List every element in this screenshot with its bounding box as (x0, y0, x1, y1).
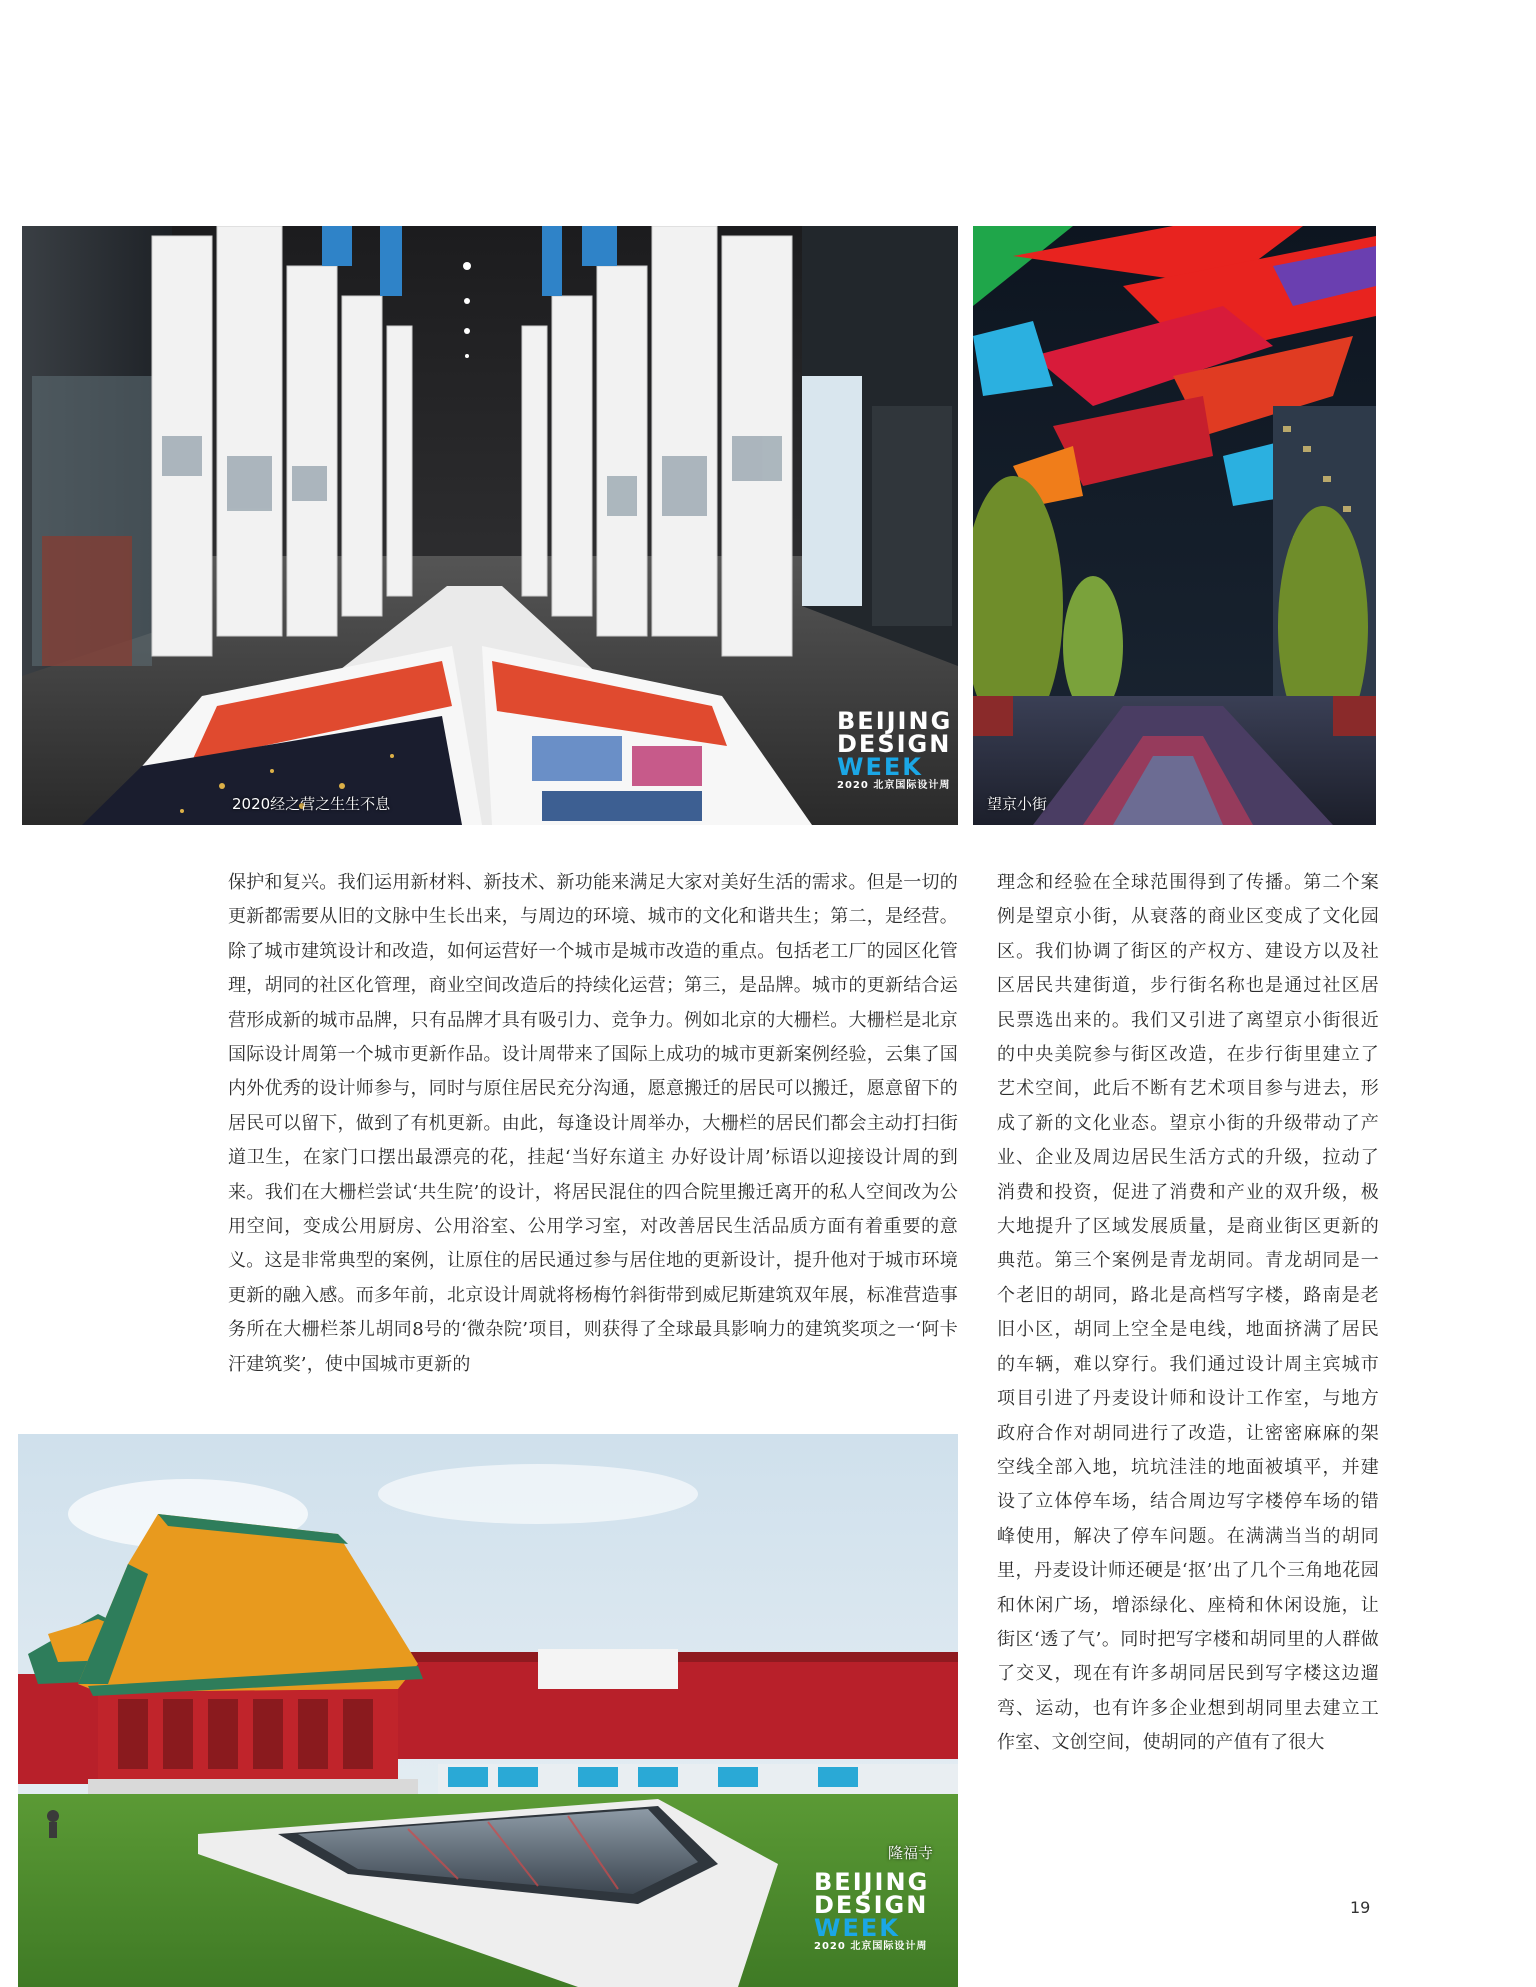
logo-line-design: DESIGN (814, 1890, 929, 1919)
exhibition-hall-illustration (22, 226, 958, 825)
exhibition-caption: 2020经之营之生生不息 (232, 795, 391, 813)
exhibition-photo (22, 226, 958, 825)
logo-line-week: WEEK (814, 1913, 900, 1942)
logo-subtitle: 2020 北京国际设计周 (814, 1941, 928, 1953)
logo-line-beijing: BEIJING (837, 707, 953, 735)
beijing-design-week-logo (837, 707, 953, 792)
street-caption: 望京小街 (987, 795, 1048, 813)
beijing-design-week-logo-temple (814, 1868, 930, 1953)
street-photo (973, 226, 1376, 825)
left-column-paragraph: 保护和复兴。我们运用新材料、新技术、新功能来满足大家对美好生活的需求。但是一切的更新都需要从旧的文脉中生长出来，与周边的环境、城市的文化和谐共生；第二，是经营。除了城市建筑设计和改造，如何运营好一个城市是城市改造的重点。包括老工厂的园区化管理，胡同的社区化管理，商业空间改造后的持续化运营；第三，是品牌。城市的更新结合运营形成新的城市品牌，只有品牌才具有吸引力、竞争力。例如北京的大栅栏。大栅栏是北京国际设计周第一个城市更新作品。设计周带来了国际上成功的城市更新案例经验，云集了国内外优秀的设计师参与，同时与原住居民充分沟通，愿意搬迁的居民可以搬迁，愿意留下的居民可以留下，做到了有机更新。由此，每逢设计周举办，大栅栏的居民们都会主动打扫街道卫生，在家门口摆出最漂亮的花，挂起‘当好东道主 办好设计周’标语以迎接设计周的到来。我们在大栅栏尝试‘共生院’的设计，将居民混住的四合院里搬迁离开的私人空间改为公用空间，变成公用厨房、公用浴室、公用学习室，对改善居民生活品质方面有着重要的意义。这是非常典型的案例，让原住的居民通过参与居住地的更新设计，提升他对于城市环境更新的融入感。而多年前，北京设计周就将杨梅竹斜街带到威尼斯建筑双年展，标准营造事务所在大栅栏茶儿胡同8号的‘微杂院’项目，则获得了全球最具影响力的建筑奖项之一‘阿卡汗建筑奖’，使中国城市更新的 (228, 872, 958, 1375)
logo-line-week: WEEK (837, 752, 923, 781)
logo-subtitle: 2020 北京国际设计周 (837, 780, 951, 792)
temple-photo (18, 1434, 958, 1987)
logo-line-beijing: BEIJING (814, 1868, 930, 1896)
left-text-column (228, 866, 958, 1382)
street-illustration (973, 226, 1376, 825)
right-text-column (997, 866, 1379, 1761)
right-column-paragraph: 理念和经验在全球范围得到了传播。第二个案例是望京小街，从衰落的商业区变成了文化园区。我们协调了街区的产权方、建设方以及社区居民共建街道，步行街名称也是通过社区居民票选出来的。我们又引进了离望京小街很近的中央美院参与街区改造，在步行街里建立了艺术空间，此后不断有艺术项目参与进去，形成了新的文化业态。望京小街的升级带动了产业、企业及周边居民生活方式的升级，拉动了消费和投资，促进了消费和产业的双升级，极大地提升了区域发展质量，是商业街区更新的典范。第三个案例是青龙胡同。青龙胡同是一个老旧的胡同，路北是高档写字楼，路南是老旧小区，胡同上空全是电线，地面挤满了居民的车辆，难以穿行。我们通过设计周主宾城市项目引进了丹麦设计师和设计工作室，与地方政府合作对胡同进行了改造，让密密麻麻的架空线全部入地，坑坑洼洼的地面被填平，并建设了立体停车场，结合周边写字楼停车场的错峰使用，解决了停车问题。在满满当当的胡同里，丹麦设计师还硬是‘抠’出了几个三角地花园和休闲广场，增添绿化、座椅和休闲设施，让街区‘透了气’。同时把写字楼和胡同里的人群做了交叉，现在有许多胡同居民到写字楼这边遛弯、运动，也有许多企业想到胡同里去建立工作室、文创空间，使胡同的产值有了很大 (997, 872, 1379, 1754)
logo-line-design: DESIGN (837, 729, 952, 758)
page-number: 19 (1350, 1898, 1371, 1917)
temple-caption: 隆福寺 (888, 1844, 934, 1862)
